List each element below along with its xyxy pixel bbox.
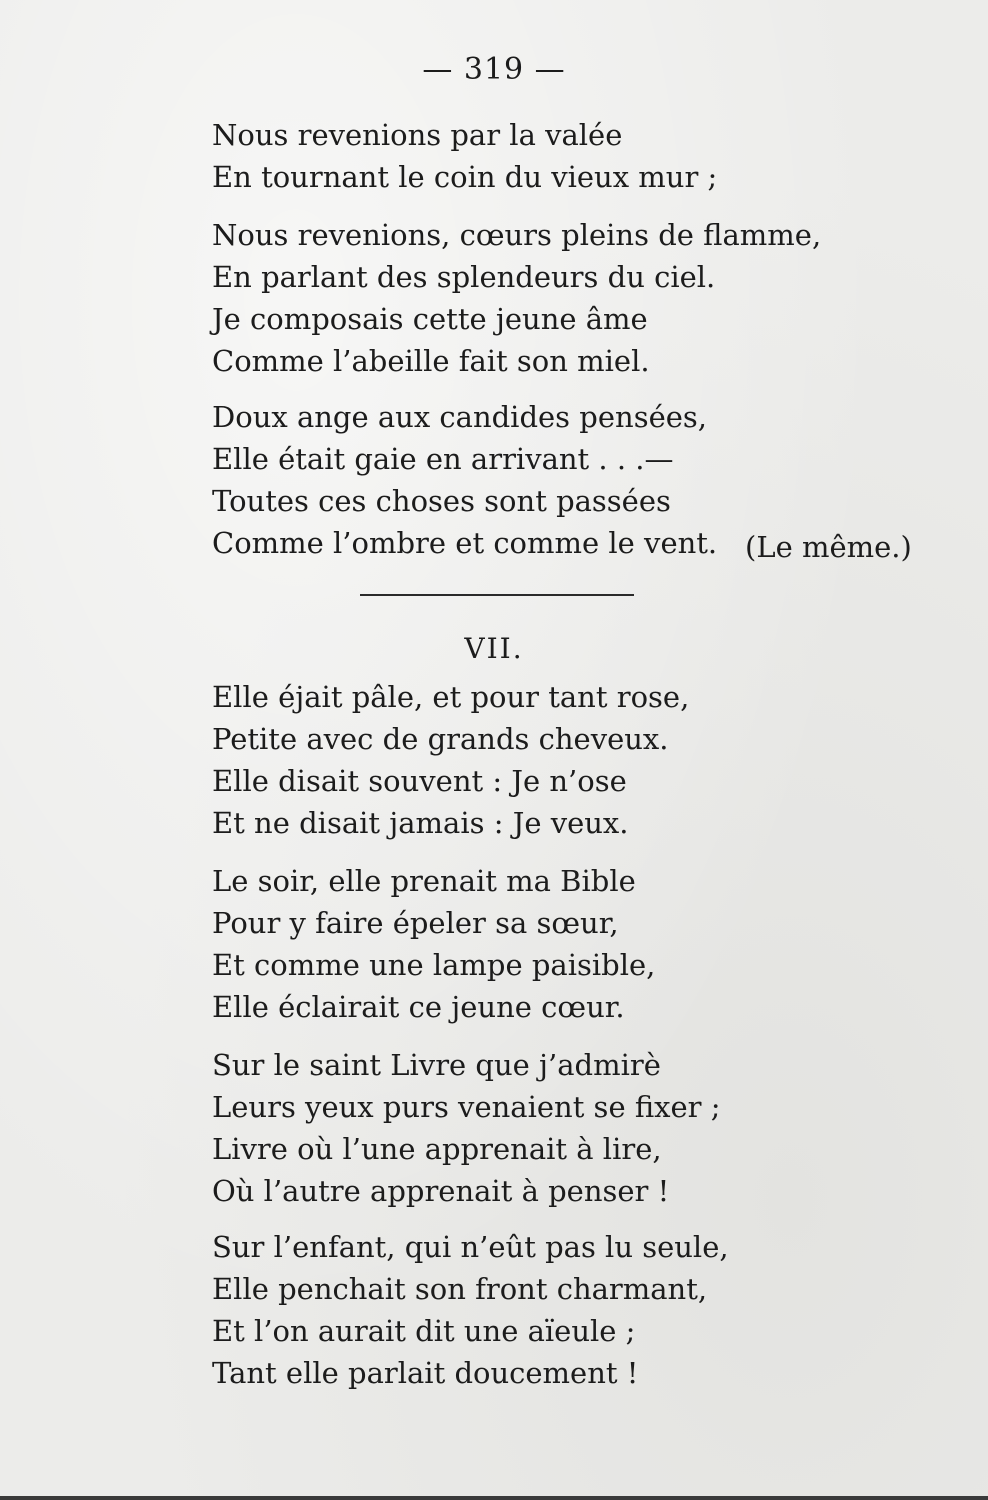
verse-line: Comme l’abeille fait son miel. (212, 344, 650, 378)
verse-line: Et comme une lampe paisible, (212, 948, 656, 982)
verse-line: Elle éclairait ce jeune cœur. (212, 990, 625, 1024)
verse-line: Je composais cette jeune âme (212, 302, 648, 336)
verse-line: Sur l’enfant, qui n’eût pas lu seule, (212, 1230, 729, 1264)
stanza (212, 396, 717, 564)
verse-line: Nous revenions par la valée (212, 118, 623, 152)
verse-line: Doux ange aux candides pensées, (212, 400, 707, 434)
verse-line: Elle disait souvent : Je n’ose (212, 764, 627, 798)
stanza (212, 676, 689, 844)
verse-line: Le soir, elle prenait ma Bible (212, 864, 636, 898)
stanza (212, 1044, 721, 1212)
verse-line: Livre où l’une apprenait à lire, (212, 1132, 662, 1166)
attribution: (Le même.) (745, 530, 912, 564)
verse-line: Pour y faire épeler sa sœur, (212, 906, 619, 940)
verse-line: Elle était gaie en arrivant . . .— (212, 442, 674, 476)
verse-line: En parlant des splendeurs du ciel. (212, 260, 716, 294)
stanza (212, 1226, 729, 1394)
section-divider (360, 594, 634, 596)
page-bottom-edge (0, 1496, 988, 1500)
section-title: VII. (464, 632, 524, 665)
stanza (212, 860, 655, 1028)
verse-line: Petite avec de grands cheveux. (212, 722, 669, 756)
verse-line: Toutes ces choses sont passées (212, 484, 671, 518)
verse-line: Elle éjait pâle, et pour tant rose, (212, 680, 690, 714)
verse-line: Nous revenions, cœurs pleins de flamme, (212, 218, 822, 252)
page-number: — 319 — (422, 52, 566, 87)
verse-line: Tant elle parlait doucement ! (212, 1356, 639, 1390)
verse-line: Elle penchait son front charmant, (212, 1272, 708, 1306)
verse-line: Où l’autre apprenait à penser ! (212, 1174, 670, 1208)
verse-line: Sur le saint Livre que j’admirè (212, 1048, 661, 1082)
verse-line: Comme l’ombre et comme le vent. (212, 526, 718, 560)
verse-line: Et ne disait jamais : Je veux. (212, 806, 629, 840)
verse-line: Leurs yeux purs venaient se fixer ; (212, 1090, 721, 1124)
verse-line: Et l’on aurait dit une aïeule ; (212, 1314, 636, 1348)
verse-line: En tournant le coin du vieux mur ; (212, 160, 718, 194)
stanza (212, 214, 821, 382)
stanza (212, 114, 717, 198)
